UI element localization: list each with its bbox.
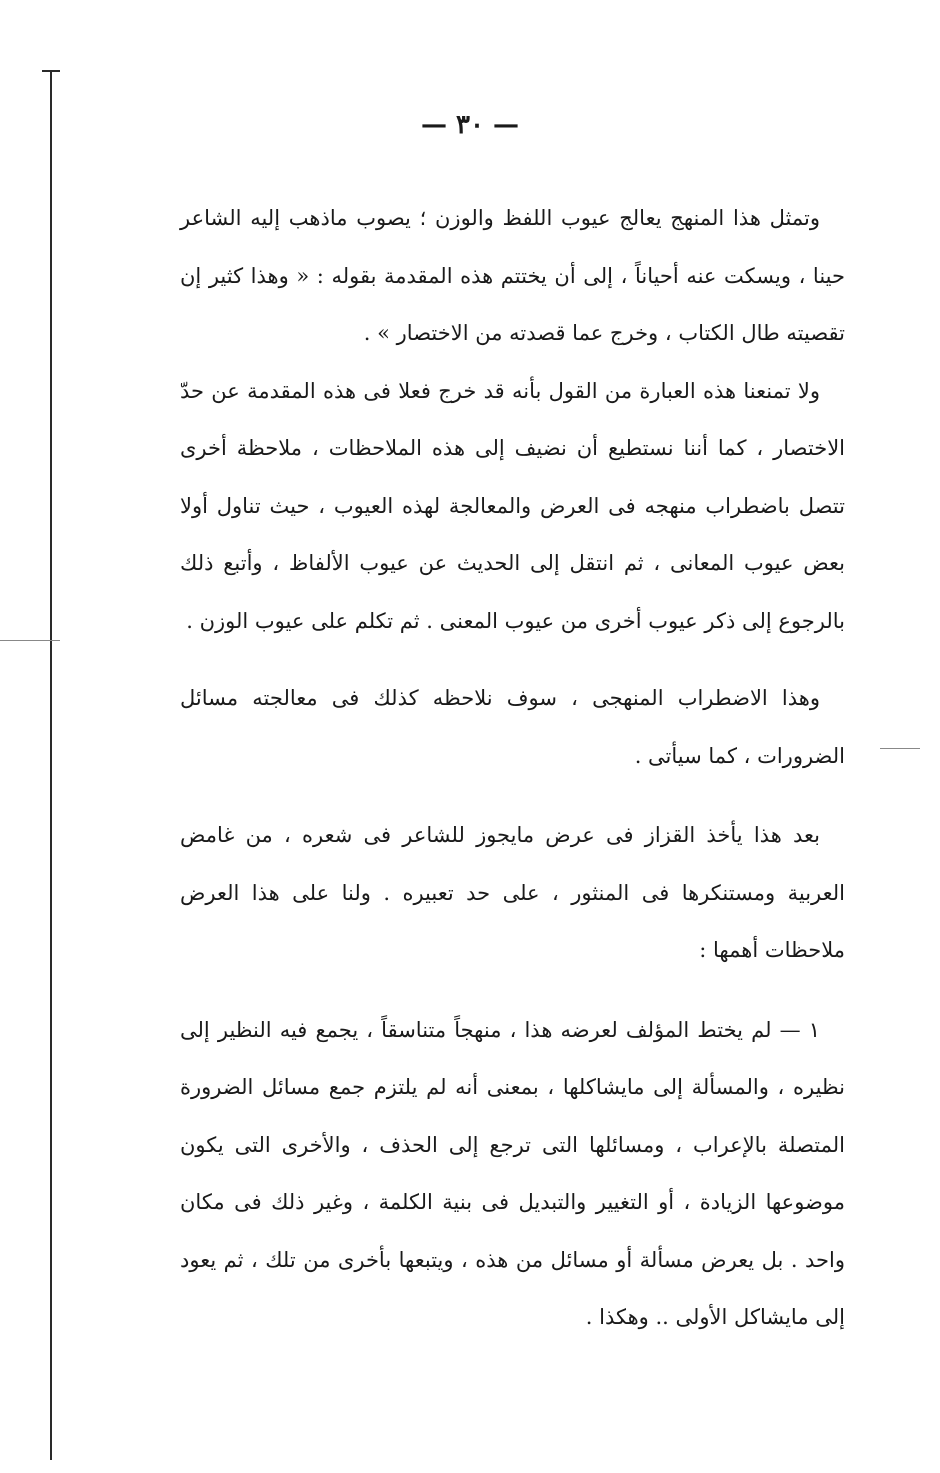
scan-mark — [0, 640, 60, 641]
scan-mark — [880, 748, 920, 749]
paragraph: بعد هذا يأخذ القزاز فى عرض مايجوز للشاعر فى شعره ، من غامض العربية ومستنكرها فى المنثور ، على حد تعبيره . ولنا على هذا العرض ملاحظات أهمها : — [180, 823, 845, 962]
page-number: — ٣٠ — — [420, 110, 520, 140]
paragraph: وتمثل هذا المنهج يعالج عيوب اللفظ والوزن ؛ يصوب ماذهب إليه الشاعر حينا ، ويسكت عنه أحياناً ، إلى أن يختتم هذه المقدمة بقوله : « وهذا كثير إن تقصيته طال الكتاب ، وخرج عما قصدته من الاختصار » . — [180, 206, 845, 345]
binding-edge-line — [50, 70, 52, 1460]
body-text — [180, 190, 845, 1347]
paragraph: وهذا الاضطراب المنهجى ، سوف نلاحظه كذلك فى معالجته مسائل الضرورات ، كما سيأتى . — [180, 686, 845, 768]
paragraph: ١ — لم يختط المؤلف لعرضه هذا ، منهجاً متناسقاً ، يجمع فيه النظير إلى نظيره ، والمسألة إلى مايشاكلها ، بمعنى أنه لم يلتزم جمع مسائل الضرورة المتصلة بالإعراب ، ومسائلها التى ترجع إلى الحذف ، والأخرى التى يكون موضوعها الزيادة ، أو التغيير والتبديل فى بنية الكلمة ، وغير ذلك فى مكان واحد . بل يعرض مسألة أو مسائل من هذه ، ويتبعها بأخرى من تلك ، ثم يعود إلى مايشاكل الأولى .. وهكذا . — [180, 1017, 845, 1329]
paragraph: ولا تمنعنا هذه العبارة من القول بأنه قد خرج فعلا فى هذه المقدمة عن حدّ الاختصار ، كما أننا نستطيع أن نضيف إلى هذه الملاحظات ، ملاحظة أخرى تتصل باضطراب منهجه فى العرض والمعالجة لهذه العيوب ، حيث تناول أولا بعض عيوب المعانى ، ثم انتقل إلى الحديث عن عيوب الألفاظ ، وأتبع ذلك بالرجوع إلى ذكر عيوب أخرى من عيوب المعنى . ثم تكلم على عيوب الوزن . — [180, 378, 845, 633]
